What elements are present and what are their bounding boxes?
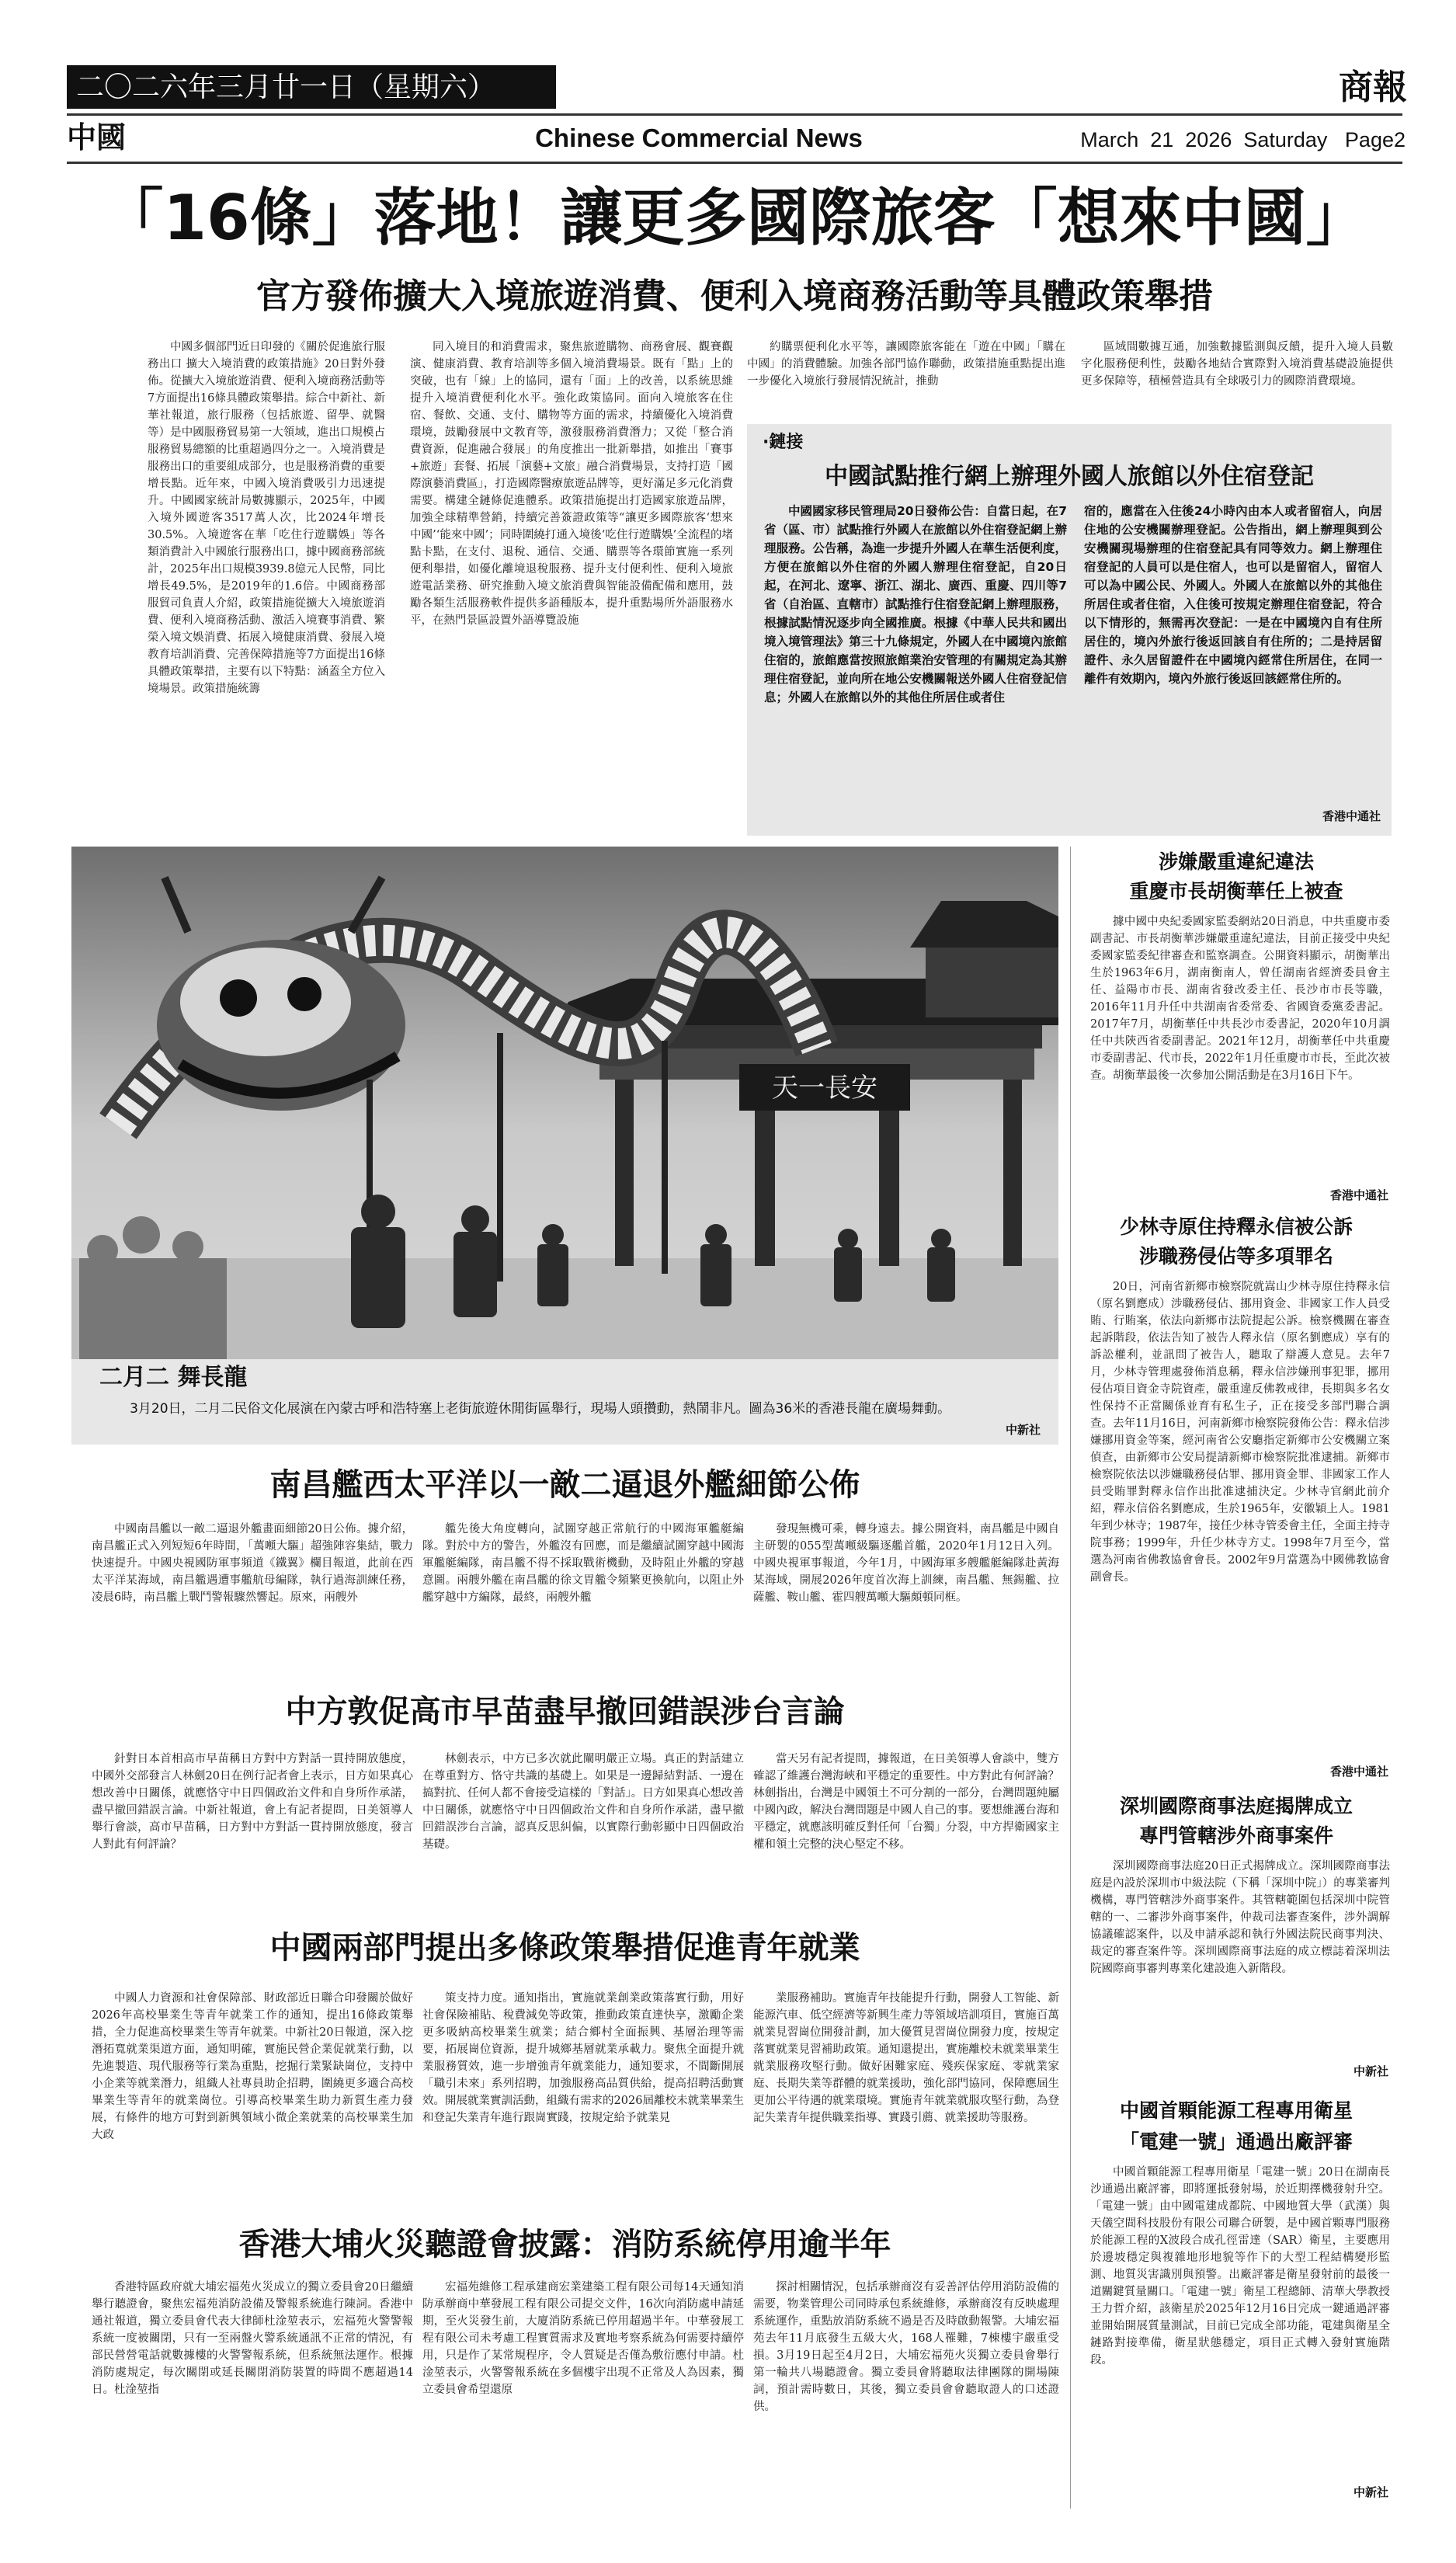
story2-column-2: 艦先後大角度轉向，試圖穿越正常航行的中國海軍艦艇編隊。對於中方的警告，外艦沒有回應，而是繼續試圖穿越中國海軍艦艇編隊，南昌艦不得不採取戰術機動，及時阻止外艦的穿越意圖。兩艘外艦在南昌艦的徐文胃艦令頻繁更換航向，以阻止外艦穿越中方編隊，最終，兩艘外艦 [422,1523,744,1604]
story2-headline: 南昌艦西太平洋以一敵二逼退外艦細節公佈 [269,1467,860,1503]
story2-column-1: 中國南昌艦以一敵二逼退外艦畫面細節20日公佈。據介紹，南昌艦正式入列短短6年時間，「萬噸大驅」超強陣容集結，戰力快速提升。中國央視國防軍事頻道《鐵翼》欄目報道，此前在西太平洋某海域，南昌艦遇遭事艦航母編隊，執行過海訓練任務，凌晨6時，南昌艦上戰鬥警報驟然響起。原來，兩艘外 [92,1523,413,1604]
story4-column-3: 業服務補助。實施青年技能提升行動，開發人工智能、新能源汽車、低空經濟等新興生產力等領域培訓項目，實施百萬就業見習崗位開發計劃，加大優質見習崗位開發力度，按規定落實就業見習補助政策。通知還提出，實施離校未就業畢業生就業服務攻堅行動。做好困難家庭、殘疾保家庭、零就業家庭、長期失業等群體的就業援助，強化部門協同，保障應屆生更加公平待遇的就業環境。實施青年就業就服攻堅行動，為登記失業青年提供職業指導、實踐引薦、就業援助等服務。 [753,1992,1059,2124]
story3-column-1: 針對日本首相高市早苗稱日方對中方對話一貫持開放態度，中國外交部發言人林劍20日在例行記者會上表示，日方如果真心想改善中日關係，就應恪守中日四個政治文件和自身所作承諾，盡早撤回錯誤言論。中新社報道，會上有記者提問，日美領導人舉行會談，高市早苗稱，日方對中方對話一貫持開放態度，發言人對此有何評論？ [92,1753,413,1851]
photo-caption-text: 3月20日，二月二民俗文化展演在內蒙古呼和浩特塞上老街旅遊休閒街區舉行，現場人頭攢動，熱鬧非凡。圖為36米的香港長龍在廣場舞動。 [130,1401,951,1417]
right-story-a-title-1: 涉嫌嚴重違紀違法 [1158,850,1314,873]
archway-banner-text: 天一長安 [772,1073,877,1104]
masthead-rule-bottom [67,162,1402,164]
story4-column-1: 中國人力資源和社會保障部、財政部近日聯合印發關於做好2026年高校畢業生等青年就業工作的通知，提出16條政策舉措，全力促進高校畢業生等青年就業。中新社20日報道，深入挖潛拓寬就業渠道方面，通知明確，實施民營企業促就業行動，以先進製造、現代服務等行業為重點，挖掘行業緊缺崗位，支持中小企業等就業潛力，組織人社專員助企招聘，圍繞更多適合高校畢業生等青年的就業崗位。引導高校畢業生助力新質生產力發展，有條件的地方可對到新興領域小微企業就業的高校畢業生加大政 [92,1992,413,2141]
right-story-c-title-1: 深圳國際商事法庭揭牌成立 [1119,1795,1353,1817]
right-story-d-signature: 中新社 [1353,2485,1388,2499]
right-story-b-title-2: 涉職務侵佔等多項罪名 [1138,1245,1333,1268]
right-story-b-signature: 香港中通社 [1329,1765,1388,1779]
story4-column-2: 策支持力度。通知指出，實施就業創業政策落實行動，用好社會保險補貼、稅費減免等政策，推動政策直達快享，激勵企業更多吸納高校畢業生就業；結合鄉村全面振興、基層治理等需要，拓展崗位資源，提升城鄉基層就業承載力。聚焦全面提升就業服務質效，進一步增強青年就業能力，通知要求，不間斷開展「職引未來」系列招聘，加強服務高品質供給，提高招聘活動實效。開展就業實訓活動，組織有需求的2026屆離校未就業畢業生和登記失業青年進行跟崗實踐，按規定給予就業見 [422,1992,744,2124]
photo-caption-signature: 中新社 [1005,1423,1041,1437]
right-story-d-title-2: 「電建一號」通過出廠評審 [1119,2130,1353,2153]
news-photo [71,847,1058,1359]
lead-column-3: 約購票便利化水平等，讓國際旅客能在「遊在中國」「購在中國」的消費體驗。加強各部門協作聯動，政策措施重點提出進一步優化入境旅行發展情況統計，推動 [747,341,1065,388]
right-story-c-signature: 中新社 [1353,2064,1388,2078]
right-column-divider [1070,847,1071,2509]
right-story-a-body: 據中國中央紀委國家監委網站20日消息，中共重慶市委副書記、市長胡衡華涉嫌嚴重違紀違法，目前正接受中央紀委國家監委紀律審查和監察調查。公開資料顯示，胡衡華出生於1963年6月，湖南衡南人，曾任湖南省經濟委員會主任、益陽市市長、湖南省發改委主任、長沙市市長等職，2016年11月升任中共湖南省委常委、省國資委黨委書記。2017年7月，胡衡華任中共長沙市委書記，2020年10月調任中共陝西省委副書記。2021年12月，胡衡華任中共重慶市委副書記、代市長，2022年1月任重慶市市長，至此次被查。胡衡華最後一次參加公開活動是在3月16日下午。 [1090,916,1390,1082]
lead-column-1: 中國多個部門近日印發的《關於促進旅行服務出口 擴大入境消費的政策措施》20日對外發佈。從擴大入境旅遊消費、便利入境商務活動等7方面提出16條具體政策舉措。綜合中新社、新華社報道，旅行服務（包括旅遊、留學、就醫等）是中國服務貿易第一大領域，進出口規模占服務貿易總額的比重超過四分之一。入境消費是服務出口的重要組成部分，也是服務消費的重要增長點。近年來，中國入境消費吸引力迅速提升。中國國家統計局數據顯示，2025年，中國入境外國遊客3517萬人次，比2024年增長30.5%。入境遊客在華「吃住行遊購娛」等各類消費計入中國旅行服務出口，據中國商務部統計，2025年出口規模3939.8億元人民幣，同比增長49.5%，是2019年的1.6倍。中國商務部服貿司負責人介紹，政策措施從擴大入境旅遊消費、便利入境商務活動、激活入境賽事消費、繁榮入境文娛消費、拓展入境健康消費、發展入境教育培訓消費、完善保障措施等7方面提出16條具體政策舉措，主要有以下特點：涵蓋全方位入境場景。政策措施統籌 [148,341,385,695]
photo-caption-title: 二月二 舞長龍 [99,1364,248,1391]
story3-column-3: 當天另有記者提問，據報道，在日美領導人會談中，雙方確認了維護台灣海峽和平穩定的重要性。中方對此有何評論？林劍指出，台灣是中國領土不可分割的一部分，台灣問題純屬中國內政，解決台灣問題是中國人自己的事。要想維護台海和平穩定，就應該明確反對任何「台獨」分裂，中方捍衛國家主權和領土完整的決心堅定不移。 [753,1753,1059,1851]
right-story-a-signature: 香港中通社 [1329,1188,1388,1202]
sidebar-link-left: 中國國家移民管理局20日發佈公告：自當日起，在7省（區、市）試點推行外國人在旅館以外住宿登記網上辦理服務。公告稱，為進一步提升外國人在華生活便利度，方便在旅館以外住宿的外國人辦理住宿登記，自20日起，在河北、遼寧、浙江、湖北、廣西、重慶、四川等7省（自治區、直轄市）試點推行住宿登記網上辦理服務，根據試點情況逐步向全國推廣。根據《中華人民共和國出境入境管理法》第三十九條規定，外國人在中國境內旅館住宿的，旅館應當按照旅館業治安管理的有關規定為其辦理住宿登記，並向所在地公安機關報送外國人住宿登記信息；外國人在旅館以外的其他住所居住或者住 [764,504,1067,704]
right-story-d-body: 中國首顆能源工程專用衛星「電建一號」20日在湖南長沙通過出廠評審，即將運抵發射場，於近期擇機發射升空。「電建一號」由中國電建成都院、中國地質大學（武漢）與天儀空間科技股份有限公司聯合研製，是中國首顆專門服務於能源工程的X波段合成孔徑雷達（SAR）衛星，主要應用於邊坡穩定與複雜地形地貌等作下的大型工程結構變形監測、地質災害識別與預警。出廠評審是衛星發射前的最後一道關鍵質量關口。「電建一號」衛星工程總師、清華大學教授王力哲介紹，該衛星於2025年12月16日完成一鍵通過評審並開始開展質量測試，目前已完成全部功能，電建與衛星全鏈路對接準備，衛星狀態穩定，項目正式轉入發射實施階段。 [1090,2166,1390,2367]
lead-column-2: 同入境目的和消費需求，聚焦旅遊購物、商務會展、觀賽觀演、健康消費、教育培訓等多個入境消費場景。既有「點」上的突破，也有「線」上的協同，還有「面」上的改善，以系統思維提升入境消費便利化水平。強化政策協同。面向入境旅客在住宿、餐飲、交通、支付、購物等方面的需求，持續優化入境消費環境，鼓勵發展中文教育等，激發服務消費潛力；又從「整合消費資源，促進融合發展」的角度推出一批新舉措，如推出「賽事+旅遊」套餐、拓展「演藝+文旅」融合消費場景，支持打造「國際演藝消費區」，打造國際醫療旅遊品牌等，更好滿足多元化消費需要。構建全鏈條促進體系。政策措施提出打造國家旅遊品牌，加強全球精準營銷，持續完善簽證政策等“讓更多國際旅客‘想來中國’‘能來中國’；同時圍繞打通入境後‘吃住行遊購娛’全流程的堵點卡點，在支付、退稅、通信、交通、購票等各環節實施一系列便利舉措，如優化離境退稅服務、提升支付便利性、便利入境旅遊電話業務、研究推動入境文旅消費與智能設備配備和應用，鼓勵各類生活服務軟件提供多語種版本，提升重點場所外語服務水平，在熱門景區設置外語導覽設施 [410,341,733,627]
right-story-b-body: 20日，河南省新鄉市檢察院就嵩山少林寺原住持釋永信（原名劉應成）涉職務侵佔、挪用資金、非國家工作人員受賄、行賄案，依法向新鄉市法院提起公訴。檢察機關在審查起訴階段，依法告知了被告人釋永信（原名劉應成）享有的訴訟權利，並訊問了被告人，聽取了辯護人意見。去年7月，少林寺管理處發佈消息稱，釋永信涉嫌刑事犯罪，挪用侵佔項目資金寺院資產，嚴重違反佛教戒律，長期與多名女性保持不正當關係並育有私生子，正在接受多部門聯合調查。去年11月16日，河南新鄉市檢察院發佈公告：釋永信涉嫌挪用資金等案，經河南省公安廳指定新鄉市公安機關立案偵查，由新鄉市公安局提請新鄉市檢察院批准逮捕。新鄉市檢察院依法以涉嫌職務侵佔罪、挪用資金罪、非國家工作人員受賄罪對釋永信作出批准逮捕決定。少林寺官網此前介紹，釋永信俗名劉應成，生於1965年，安徽穎上人。1981年到少林寺；1987年，接任少林寺管委會主任，全面主持寺院事務；1999年，升任少林寺方丈。1998年7月至今，當選為河南省佛教協會會長。2002年9月當選為中國佛教協會副會長。 [1090,1281,1390,1584]
right-story-c-body: 深圳國際商事法庭20日正式揭牌成立。深圳國際商事法庭是內設於深圳市中級法院（下稱「深圳中院」）的專業審判機構，專門管轄涉外商事案件。其管轄範圍包括深圳中院管轄的一、二審涉外商事案件，仲裁司法審查案件，涉外調解協議確認案件，以及申請承認和執行外國法院民商事判決、裁定的審查案件等。深圳國際商事法庭的成立標誌着深圳法院國際商事審判專業化建設進入新階段。 [1090,1860,1390,1975]
lead-headline: 「16條」落地！讓更多國際旅客「想來中國」 [101,182,1368,254]
right-story-d-title-1: 中國首顆能源工程專用衛星 [1119,2099,1353,2122]
english-date: March 21 2026 Saturday Page2 [1080,128,1406,151]
english-name: Chinese Commercial News [535,123,863,152]
paper-name: 商報 [1339,68,1407,107]
story3-headline: 中方敦促高市早苗盡早撤回錯誤涉台言論 [285,1694,845,1730]
sidebar-link-signature: 香港中通社 [1322,809,1381,823]
sidebar-link-right: 宿的，應當在入住後24小時內由本人或者留宿人，向居住地的公安機關辦理登記。公告指出，網上辦理與到公安機關現場辦理的住宿登記具有同等效力。網上辦理住宿登記的人員可以是住宿人，也可以是留宿人，留宿人可以為中國公民、外國人。外國人在旅館以外的其他住所居住或者住宿，入住後可按規定辦理住宿登記，符合以下情形的，無需再次登記：一是在中國境內自有住所居住的，境內外旅行後返回該自有住所的；二是持居留證件、永久居留證件在中國境內經常住所居住，在同一離件有效期內，境內外旅行後返回該經常住所的。 [1084,504,1382,686]
lead-subhead: 官方發佈擴大入境旅遊消費、便利入境商務活動等具體政策舉措 [256,276,1213,316]
story5-column-3: 探討相關情況，包括承辦商沒有妥善評估停用消防設備的需要，物業管理公司同時承包系統維修，承辦商沒有反映處理系統運作，重點放消防系統不過是否及時啟動報警。大埔宏福苑去年11月底發生五級大火，168人罹難，7棟樓宇嚴重受損。3月19日起至4月2日，大埔宏福苑火災獨立委員會舉行第一輪共八場聽證會。獨立委員會將聽取法律團隊的開場陳詞，預計需時數日，其後，獨立委員會會聽取證人的口述證供。 [753,2281,1059,2413]
story4-headline: 中國兩部門提出多條政策舉措促進青年就業 [269,1930,860,1966]
lead-column-4: 區域間數據互通，加強數據監測與反饋，提升入境人員數字化服務便利性，鼓勵各地結合實際對入境消費基礎設施提供更多保障等，積極營造具有全球吸引力的國際消費環境。 [1081,341,1393,388]
story5-column-1: 香港特區政府就大埔宏福苑火災成立的獨立委員會20日繼續舉行聽證會，聚焦宏福苑消防設備及警報系統進行陳詞。香港中通社報道，獨立委員會代表大律師杜淦堃表示，宏福苑火警警報系統一度被關閉，只有一至兩盤火警系統通訊不正常的情況，有部民營營電話就數據樓的火警警報系統，但系統無法運作。根據消防處規定，每次關閉或延長關閉消防裝置的時間不應超過14日。杜淦堃指 [92,2281,413,2396]
story5-headline: 香港大埔火災聽證會披露：消防系統停用逾半年 [238,2227,891,2262]
right-story-c-title-2: 專門管轄涉外商事案件 [1138,1824,1333,1847]
sidebar-link-title: 中國試點推行網上辦理外國人旅館以外住宿登記 [825,463,1314,490]
story3-column-2: 林劍表示，中方已多次就此闡明嚴正立場。真正的對話建立在尊重對方、恪守共識的基礎上。如果是一邊歸結對話、一邊在搞對抗、任何人都不會接受這樣的「對話」。日方如果真心想改善中日關係，就應恪守中日四個政治文件和自身所作承諾，盡早撤回錯誤涉台言論，認真反思糾偏，以實際行動彰顯中日四個政治基礎。 [422,1753,744,1851]
right-story-a-title-2: 重慶市長胡衡華任上被查 [1129,880,1343,902]
story5-column-2: 宏福苑維修工程承建商宏業建築工程有限公司每14天通知消防承辦商中華發展工程有限公司提交文件，16次向消防處申請延期，至火災發生前，大廈消防系統已停用超過半年。中華發展工程有限公司未考慮工程實質需求及實地考察系統為何需要持續停用，只是作了某常規程序，令人質疑是否僅為敷衍應付申請。杜淦堃表示，火警警報系統在多個樓宇出現不正常及人為因素，獨立委員會希望還原 [422,2281,744,2396]
sidebar-link-tag: ·鏈接 [763,433,804,452]
masthead-rule-top [67,113,1402,116]
dragon-dance-photo [71,847,1058,1359]
story2-column-3: 發現無機可乘，轉身遠去。據公開資料，南昌艦是中國自主研製的055型萬噸級驅逐艦首艦，2020年1月12日入列。中國央視軍事報道，今年1月，中國海軍多艘艦艇編隊赴黃海某海域，開展2026年度首次海上訓練，南昌艦、無錫艦、拉薩艦、鞍山艦、霍四艘萬噸大驅頗頓同框。 [753,1523,1059,1604]
section-name: 中國 [67,120,127,155]
right-story-b-title-1: 少林寺原住持釋永信被公訴 [1119,1215,1353,1238]
masthead-date: 二〇二六年三月廿一日（星期六） [76,71,496,103]
